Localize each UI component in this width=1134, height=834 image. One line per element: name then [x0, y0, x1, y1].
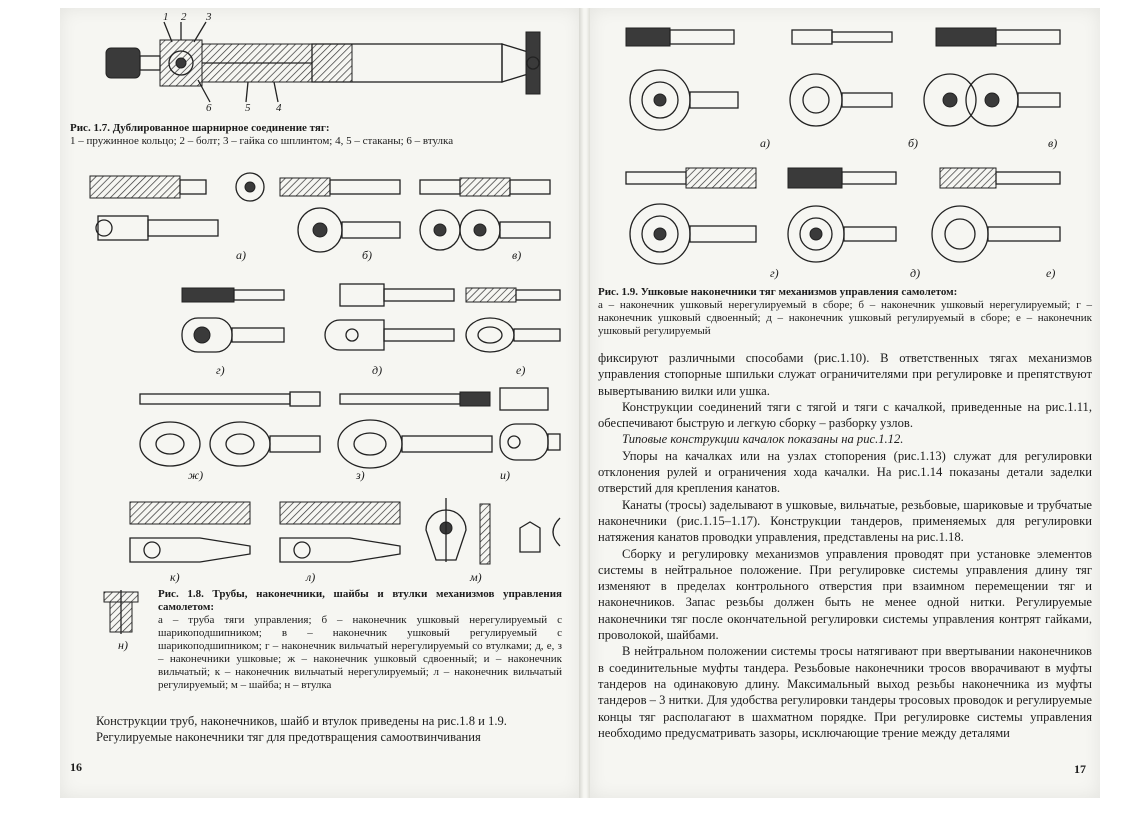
fig-1-8-label-l: л) — [306, 570, 316, 584]
fig-1-9-e — [932, 168, 1060, 262]
fig-1-9-caption-text: а – наконечник ушковый нерегулируемый в сборе; б – наконечник ушковый нерегулируемый; г – наконечник ушковый сдвоенный; д – наконечник ушковый регулируемый в сборе; е – наконечник ушковый регулируемый — [598, 299, 1092, 337]
fig-1-9-a — [626, 28, 738, 130]
fig-1-7-callout-1: 1 — [163, 11, 169, 23]
fig-1-9-label-v: в) — [1048, 136, 1058, 150]
book-spread — [60, 8, 1100, 798]
fig-1-8-m — [426, 498, 560, 564]
fig-1-7-caption — [70, 122, 570, 148]
fig-1-8-l — [280, 502, 400, 562]
fig-1-8-label-b: б) — [362, 248, 373, 262]
fig-1-8-label-n: н) — [118, 638, 128, 652]
fig-1-7-caption-title: Рис. 1.7. Дублированное шарнирное соединение тяг: — [70, 122, 330, 134]
right-paragraph: Канаты (тросы) заделывают в ушковые, вильчатые, резьбовые, шариковые и трубчатые наконечники (рис.1.15–1.17). Конструкции тандеров, применяемых для регулировки натяжения канатов проводки управления, представлены на рис.1.18. — [598, 497, 1092, 545]
fig-1-8-label-v: в) — [512, 248, 522, 262]
right-paragraph: Сборку и регулировку механизмов управления проводят при установке элементов системы в нейтральное положение. При регулировке системы управления длину тяг изменяют в пределах контрольного отверстия при взаимном перемещении тяг и наконечников. Запас резьбы должен быть не менее одной нитки. Регулируемые наконечники тяг после окончательной регулировки системы управления контрят гайками, проволокой, шайбами. — [598, 546, 1092, 643]
fig-1-7-callout-5: 5 — [245, 102, 251, 114]
fig-1-8-a — [90, 173, 264, 240]
fig-1-8-label-zh: ж) — [188, 468, 204, 482]
figure-1-8-drawing — [90, 168, 560, 578]
fig-1-8-caption-text: а – труба тяги управления; б – наконечник ушковый нерегулируемый с шарикоподшипником; в – наконечник ушковый регулируемый с шарикоподшипником; г – наконечник вильчатый нерегулируемый со втулками; д, е, з – наконечники ушковые; ж – наконечник ушковый сдвоенный; и – наконечник вильчатый; к – наконечник вильчатый нерегулируемый; л – наконечник вильчатый регулируемый; м – шайба; н – втулка — [158, 614, 562, 691]
fig-1-8-z — [338, 392, 492, 468]
left-body-text — [72, 713, 566, 746]
fig-1-7-callout-6: 6 — [206, 102, 212, 114]
fig-1-8-label-g: г) — [216, 363, 225, 377]
right-body-text — [598, 350, 1092, 741]
fig-1-8-label-a: а) — [236, 248, 246, 262]
fig-1-8-k — [130, 502, 250, 562]
fig-1-9-v — [924, 28, 1060, 126]
left-paragraph: Конструкции труб, наконечников, шайб и втулок приведены на рис.1.8 и 1.9. — [96, 714, 507, 728]
left-page — [60, 8, 580, 798]
figure-1-9-drawing — [620, 18, 1070, 263]
fig-1-8-label-i: и) — [500, 468, 510, 482]
fig-1-8-g — [182, 288, 284, 352]
fig-1-8-label-e: е) — [516, 363, 526, 377]
fig-1-8-n-drawing — [100, 590, 142, 634]
fig-1-9-caption-title: Рис. 1.9. Ушковые наконечники тяг механизмов управления самолетом: — [598, 286, 958, 298]
left-paragraph: Регулируемые наконечники тяг для предотвращения самоотвинчивания — [96, 730, 481, 745]
right-page — [590, 8, 1100, 798]
figure-1-7-drawing — [98, 22, 568, 102]
fig-1-7-callout-3: 3 — [206, 11, 212, 23]
right-paragraph: В нейтральном положении системы тросы натягивают при ввертывании наконечников в соединительные муфты тандера. Резьбовые наконечники тросов вворачивают в муфты тандеров на одинаковую длину. Максимальный выход резьбы наконечника из муфты тандеров – 3 нитки. Для удобства регулировки тандеры тросовых проводок и регулируемые концы тяг располагают в шахматном порядке. При регулировке системы управления необходимо предусматривать зазоры, исключающие трение между деталями — [598, 644, 1092, 740]
fig-1-8-label-z: з) — [356, 468, 365, 482]
page-number-left: 16 — [70, 760, 82, 774]
fig-1-9-caption — [598, 286, 1092, 338]
fig-1-8-caption-title: Рис. 1.8. Трубы, наконечники, шайбы и втулки механизмов управления самолетом: — [158, 588, 562, 613]
fig-1-9-g — [626, 168, 756, 264]
right-paragraph: Упоры на качалках или на узлах стопорения (рис.1.13) служат для регулировки отклонения рулей и ограничения хода качалки. На рис.1.14 показаны детали заделки отверстий для крепления канатов. — [598, 448, 1092, 496]
fig-1-8-e — [466, 288, 560, 352]
fig-1-9-label-g: г) — [770, 266, 779, 280]
fig-1-9-label-d: д) — [910, 266, 921, 280]
fig-1-8-b — [280, 178, 400, 252]
fig-1-8-label-k: к) — [170, 570, 180, 584]
fig-1-8-i — [500, 388, 560, 460]
fig-1-9-label-e: е) — [1046, 266, 1056, 280]
fig-1-7-callout-2: 2 — [181, 11, 187, 23]
right-paragraph: фиксируют различными способами (рис.1.10). В ответственных тягах механизмов управления стопорные шпильки служат ограничителями при регулировке и препятствуют вывертыванию вилки или ушка. — [598, 351, 1092, 398]
fig-1-9-label-a: а) — [760, 136, 770, 150]
fig-1-8-v — [420, 178, 550, 250]
fig-1-8-caption — [158, 588, 562, 692]
right-paragraph: Конструкции соединений тяги с тягой и тяги с качалкой, приведенные на рис.1.11, обеспечивают быструю и легкую сборку – разборку узлов. — [598, 399, 1092, 431]
page-number-right: 17 — [1074, 762, 1086, 776]
fig-1-8-d — [325, 284, 454, 350]
fig-1-9-label-b: б) — [908, 136, 919, 150]
fig-1-8-label-m: м) — [470, 570, 482, 584]
fig-1-8-zh — [140, 392, 320, 466]
fig-1-9-d — [788, 168, 896, 262]
fig-1-9-b — [790, 30, 892, 126]
fig-1-7-callout-4: 4 — [276, 102, 282, 114]
fig-1-8-label-d: д) — [372, 363, 383, 377]
right-paragraph: Типовые конструкции качалок показаны на рис.1.12. — [622, 432, 904, 447]
fig-1-7-caption-text: 1 – пружинное кольцо; 2 – болт; 3 – гайка со шплинтом; 4, 5 – стаканы; 6 – втулка — [70, 135, 454, 147]
